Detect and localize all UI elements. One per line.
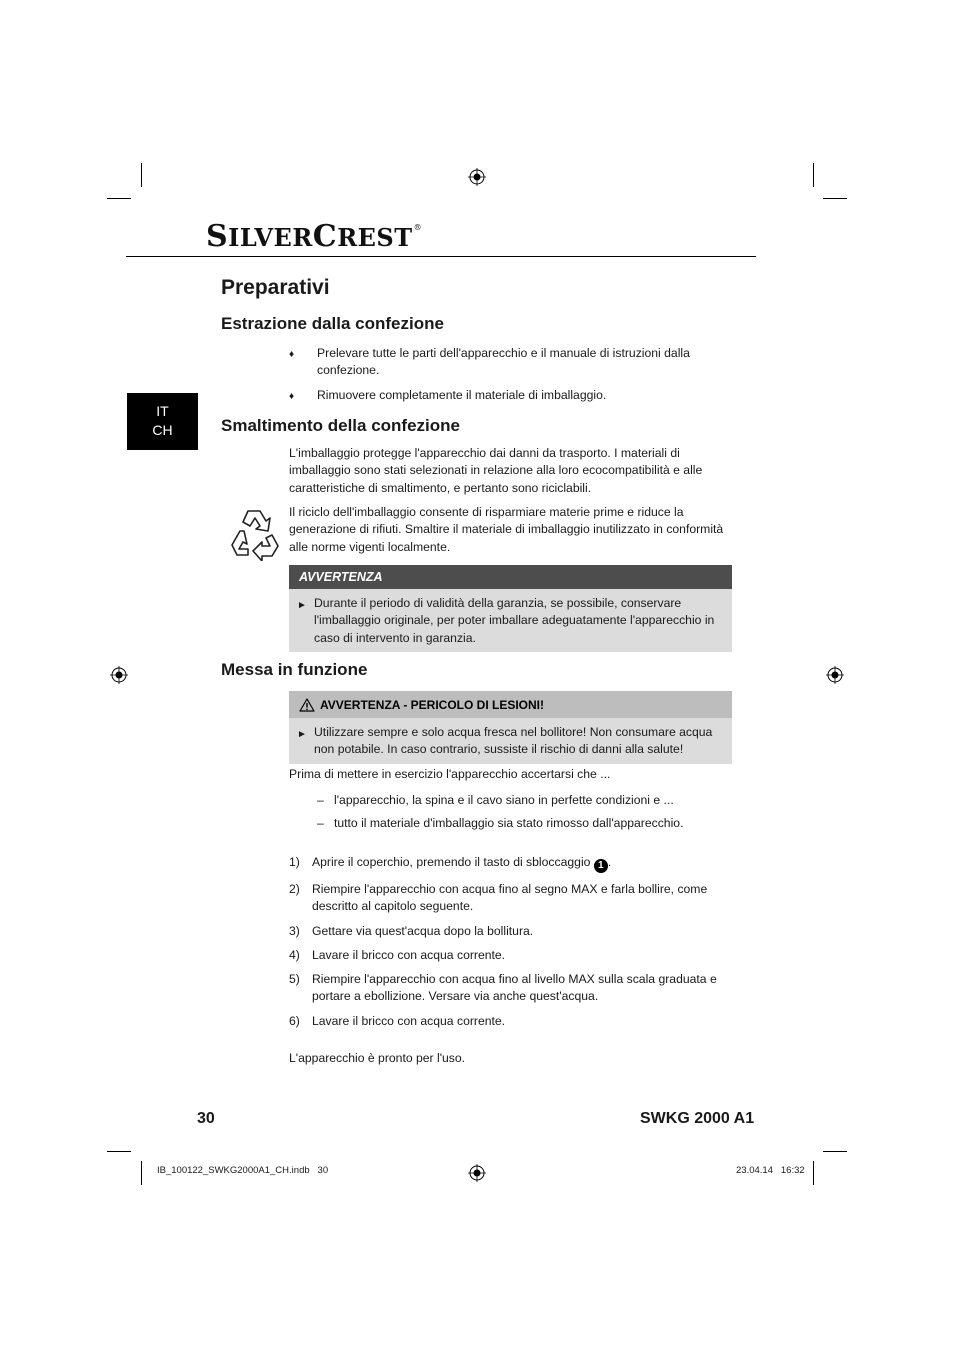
list-item-text: Rimuovere completamente il materiale di imballaggio. bbox=[317, 387, 607, 402]
step-item bbox=[289, 854, 732, 873]
step-text: Riempire l'apparecchio con acqua fino al segno MAX e farla bollire, come descritto al capitolo seguente. bbox=[312, 882, 708, 914]
unpacking-list bbox=[289, 345, 732, 405]
bullet-icon: ♦ bbox=[289, 349, 295, 360]
step-number: 5) bbox=[289, 972, 300, 987]
part-reference-badge: 1 bbox=[594, 859, 608, 873]
print-slug-file: IB_100122_SWKG2000A1_CH.indb 30 bbox=[157, 1165, 329, 1176]
startup-intro: Prima di mettere in esercizio l'apparecchio accertarsi che ... bbox=[289, 767, 611, 781]
dash-marker: – bbox=[317, 816, 324, 831]
step-text-end: . bbox=[607, 855, 612, 869]
section-heading-unpacking: Estrazione dalla confezione bbox=[221, 314, 444, 333]
registration-mark-icon bbox=[468, 1164, 486, 1182]
step-item bbox=[289, 971, 732, 1006]
brand-logo bbox=[206, 219, 422, 254]
step-text bbox=[312, 854, 611, 873]
arrow-bullet-icon: ► bbox=[297, 729, 307, 740]
step-number: 1) bbox=[289, 855, 300, 869]
warning-text: Utilizzare sempre e solo acqua fresca nel bollitore! Non consumare acqua non potabile. In caso contrario, sussiste il rischio di danni alla salute! bbox=[314, 725, 713, 757]
header-rule bbox=[126, 256, 756, 257]
step-number: 2) bbox=[289, 882, 300, 896]
step-number: 4) bbox=[289, 947, 300, 962]
country-code: CH bbox=[152, 422, 173, 438]
recycle-icon bbox=[226, 505, 284, 561]
arrow-bullet-icon: ► bbox=[297, 600, 307, 611]
step-number: 6) bbox=[289, 1013, 300, 1028]
disposal-paragraph-2: Il riciclo dell'imballaggio consente di risparmiare materie prime e riduce la generazione di rifiuti. Smaltire il materiale di imballaggio inutilizzato in conformità alle norme vigenti localmente. bbox=[289, 505, 724, 554]
step-item bbox=[289, 947, 732, 964]
warning-text: Durante il periodo di validità della garanzia, se possibile, conservare l'imballaggio originale, per poter imballare adeguatamente l'apparecchio in caso di intervento in garanzia. bbox=[314, 596, 715, 645]
list-item bbox=[289, 387, 732, 405]
logo-part: ILVER bbox=[228, 223, 313, 252]
step-text: Lavare il bricco con acqua corrente. bbox=[312, 1013, 506, 1028]
list-item bbox=[317, 792, 732, 809]
dash-marker: – bbox=[317, 793, 324, 807]
crop-mark bbox=[141, 1161, 142, 1185]
warning-title: AVVERTENZA bbox=[289, 565, 732, 589]
steps-list bbox=[289, 854, 732, 1030]
step-text: Gettare via quest'acqua dopo la bollitura. bbox=[312, 923, 534, 938]
warning-box-packaging bbox=[289, 565, 732, 652]
step-text-main: Aprire il coperchio, premendo il tasto di sbloccaggio bbox=[312, 855, 591, 869]
list-item bbox=[289, 345, 732, 380]
language-code: IT bbox=[156, 403, 169, 419]
warning-body bbox=[289, 718, 732, 764]
print-slug-date: 23.04.14 16:32 bbox=[736, 1165, 805, 1176]
logo-part: REST bbox=[337, 223, 413, 252]
crop-mark bbox=[823, 198, 847, 199]
section-heading-disposal: Smaltimento della confezione bbox=[221, 416, 460, 435]
warning-triangle-icon bbox=[299, 698, 315, 712]
step-item bbox=[289, 1013, 732, 1030]
step-text: Riempire l'apparecchio con acqua fino al livello MAX sulla scala graduata e portare a ebollizione. Versare via anche quest'acqua. bbox=[312, 972, 717, 1004]
model-number: SWKG 2000 A1 bbox=[640, 1110, 755, 1127]
crop-mark bbox=[107, 1151, 131, 1152]
crop-mark bbox=[813, 163, 814, 187]
logo-initial: S bbox=[206, 219, 229, 254]
ready-note: L'apparecchio è pronto per l'uso. bbox=[289, 1051, 466, 1065]
step-item bbox=[289, 881, 732, 916]
registration-mark-icon bbox=[826, 666, 844, 684]
bullet-icon: ♦ bbox=[289, 390, 295, 402]
warning-title: AVVERTENZA - PERICOLO DI LESIONI! bbox=[320, 697, 545, 712]
registration-mark-icon bbox=[110, 666, 128, 684]
step-number: 3) bbox=[289, 923, 300, 938]
registration-mark-icon bbox=[468, 168, 486, 186]
list-item-text: Prelevare tutte le parti dell'apparecchio e il manuale di istruzioni dalla confezione. bbox=[317, 346, 690, 378]
warning-header bbox=[289, 691, 732, 718]
list-item-text: tutto il materiale d'imballaggio sia stato rimosso dall'apparecchio. bbox=[334, 816, 684, 831]
list-item-text: l'apparecchio, la spina e il cavo siano in perfette condizioni e ... bbox=[334, 793, 674, 807]
crop-mark bbox=[141, 163, 142, 187]
list-item bbox=[317, 815, 732, 832]
page-number: 30 bbox=[197, 1110, 215, 1127]
crop-mark bbox=[823, 1151, 847, 1152]
warning-body bbox=[289, 589, 732, 652]
warning-box-injury bbox=[289, 691, 732, 764]
crop-mark bbox=[813, 1161, 814, 1185]
language-tab bbox=[127, 393, 198, 450]
section-heading-startup: Messa in funzione bbox=[221, 660, 368, 679]
registered-mark: ® bbox=[413, 223, 423, 232]
checks-list bbox=[317, 792, 732, 833]
page-title: Preparativi bbox=[221, 276, 330, 299]
disposal-paragraph-1: L'imballaggio protegge l'apparecchio dai danni da trasporto. I materiali di imballaggio sono stati selezionati in relazione alla loro ecocompatibilità e alle caratteristiche di smaltimento, e pertanto sono riciclabili. bbox=[289, 446, 703, 495]
crop-mark bbox=[107, 198, 131, 199]
step-item bbox=[289, 923, 732, 940]
step-text: Lavare il bricco con acqua corrente. bbox=[312, 947, 506, 962]
logo-initial: C bbox=[312, 219, 338, 254]
